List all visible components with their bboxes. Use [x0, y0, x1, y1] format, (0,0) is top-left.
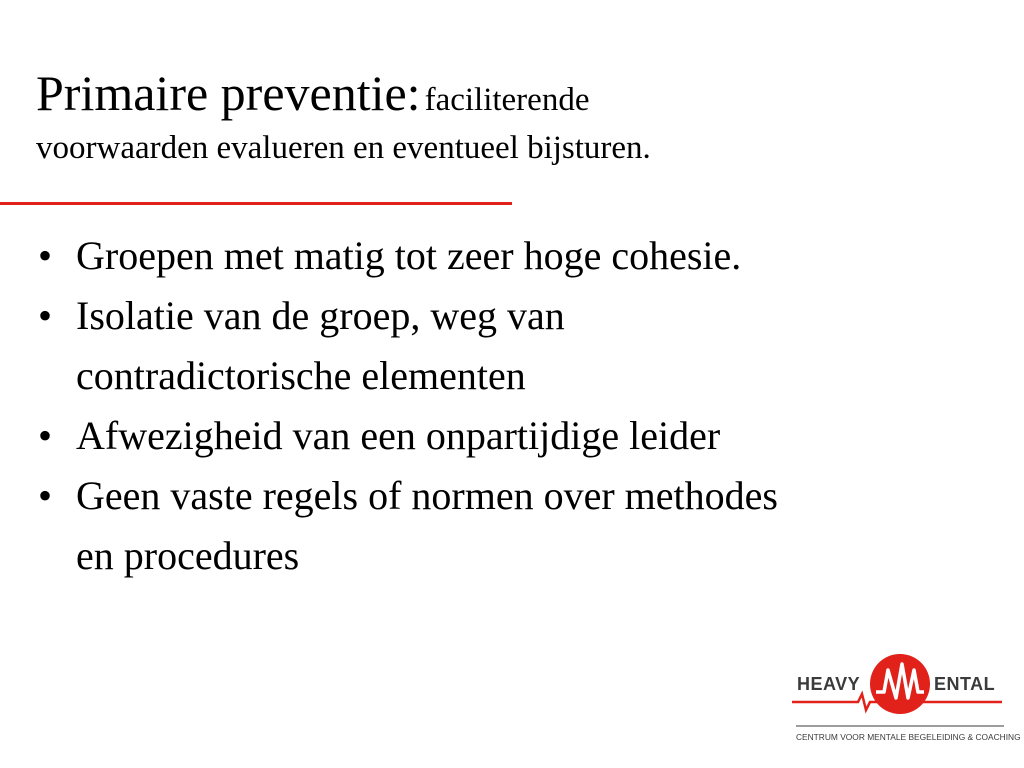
- slide-title: [36, 58, 976, 170]
- bullet-marker: •: [37, 293, 52, 338]
- logo-m-letter: M: [899, 696, 901, 697]
- bullet-item: [30, 226, 990, 286]
- bullet-text: Groepen met matig tot zeer hoge cohesie.: [76, 233, 742, 278]
- title-subtitle-part1: faciliterende: [424, 82, 590, 118]
- title-subtitle-part2: voorwaarden evalueren en eventueel bijsturen.: [36, 130, 651, 166]
- bullet-text: Isolatie van de groep, weg van: [76, 293, 565, 338]
- logo-word-ental: ENTAL: [934, 674, 996, 694]
- heavy-mental-logo: [792, 640, 1021, 750]
- bullet-list: [30, 226, 990, 586]
- bullet-marker: •: [37, 413, 52, 458]
- bullet-text: Afwezigheid van een onpartijdige leider: [76, 413, 721, 458]
- title-main: Primaire preventie:: [36, 65, 421, 121]
- logo-word-heavy: HEAVY: [797, 674, 861, 694]
- bullet-item: [30, 466, 990, 586]
- logo-tagline: CENTRUM VOOR MENTALE BEGELEIDING & COACHING: [796, 732, 1021, 742]
- bullet-marker: •: [37, 473, 52, 518]
- bullet-text-continued: en procedures: [76, 533, 300, 578]
- bullet-text: Geen vaste regels of normen over methodes: [76, 473, 778, 518]
- title-divider: [0, 202, 512, 205]
- bullet-text-continued: contradictorische elementen: [76, 353, 526, 398]
- bullet-item: [30, 286, 990, 406]
- bullet-item: [30, 406, 990, 466]
- bullet-marker: •: [37, 233, 52, 278]
